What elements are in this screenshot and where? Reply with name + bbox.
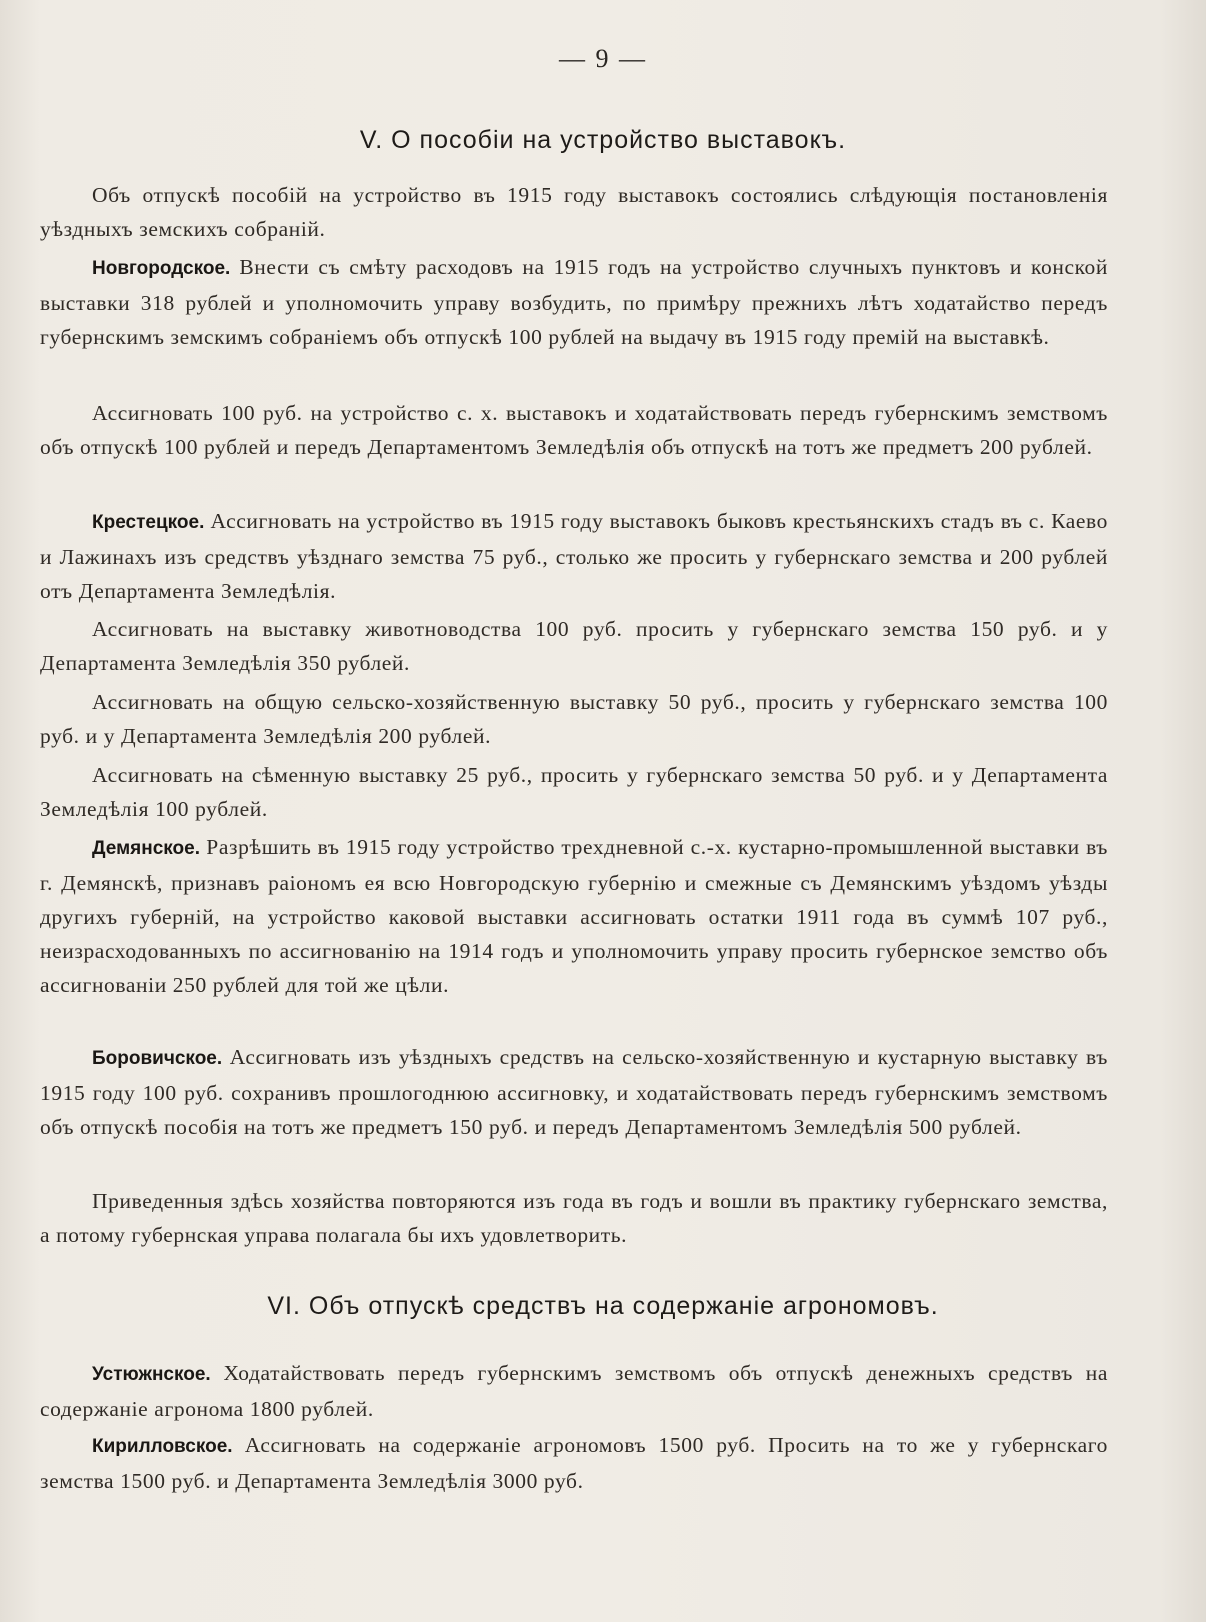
krestets-text: Ассигновать на устройство въ 1915 году выставокъ быковъ крестьянскихъ стадъ въ с. Каево и Лажинахъ изъ средствъ уѣзднаго земства 75 руб., столько же просить у губернскаго земства и 200 рублей отъ Департамента Земледѣлія. <box>40 509 1108 603</box>
novgorod-name: Новгородское. <box>92 258 231 279</box>
assign-100-paragraph: Ассигновать 100 руб. на устройство с. х. выставокъ и ходатайствовать передъ губернскимъ земствомъ объ отпускѣ 100 рублей и передъ Департаментомъ Земледѣлія объ отпускѣ на тотъ же предметъ 200 рублей. <box>40 401 1108 459</box>
demyansk-text: Разрѣшить въ 1915 году устройство трехдневной с.-х. кустарно-промышленной выставки въ г. Демянскѣ, признавъ раіономъ ея всю Новгородскую губернію и смежные съ Демянскимъ уѣздомъ уѣзды другихъ губерній, на устройство каковой выставки ассигновать остатки 1911 года въ суммѣ 107 руб., неизрасходованныхъ по ассигнованію на 1914 годъ и уполномочить управу просить губернское земство объ ассигнованіи 250 рублей для той же цѣли. <box>40 835 1109 997</box>
kirillov-paragraph <box>40 1428 1108 1498</box>
agri-exhibit-paragraph: Ассигновать на общую сельско-хозяйственную выставку 50 руб., просить у губернскаго земства 100 руб. и у Департамента Земледѣлія 200 рублей. <box>40 690 1108 748</box>
livestock-paragraph: Ассигновать на выставку животноводства 100 руб. просить у губернскаго земства 150 руб. и у Департамента Земледѣлія 350 рублей. <box>40 617 1108 675</box>
section-5-intro: Объ отпускѣ пособій на устройство въ 1915 году выставокъ состоялись слѣдующія постановленія уѣздныхъ земскихъ собраній. <box>40 183 1108 241</box>
novgorod-text: Внести съ смѣту расходовъ на 1915 годъ на устройство случныхъ пунктовъ и конской выставки 318 рублей и уполномочить управу возбудить, по примѣру прежнихъ лѣтъ ходатайство передъ губернскимъ земскимъ собраніемъ объ отпускѣ 100 рублей на выдачу въ 1915 году премій на выставкѣ. <box>40 255 1108 349</box>
kirillov-name: Кирилловское. <box>92 1436 233 1457</box>
borovichi-text: Ассигновать изъ уѣздныхъ средствъ на сельско-хозяйственную и кустарную выставку въ 1915 году 100 руб. сохранивъ прошлогоднюю ассигновку, и ходатайствовать передъ губернскимъ земствомъ объ отпускѣ пособія на тотъ же предметъ 150 руб. и передъ Департаментомъ Земледѣлія 500 рублей. <box>40 1045 1108 1139</box>
krestets-name: Крестецкое. <box>92 512 205 533</box>
conclusion-paragraph: Приведенныя здѣсь хозяйства повторяются изъ года въ годъ и вошли въ практику губернскаго земства, а потому губернская управа полагала бы ихъ удовлетворить. <box>40 1189 1108 1247</box>
borovichi-name: Боровичское. <box>92 1048 223 1069</box>
ustyuzhna-text: Ходатайствовать передъ губернскимъ земствомъ объ отпускѣ денежныхъ средствъ на содержаніе агронома 1800 рублей. <box>40 1361 1108 1421</box>
kirillov-text: Ассигновать на содержаніе агрономовъ 1500 руб. Просить на то же у губернскаго земства 1500 руб. и Департамента Земледѣлія 3000 руб. <box>40 1433 1108 1493</box>
novgorod-paragraph <box>40 250 1108 354</box>
demyansk-paragraph <box>40 830 1108 1002</box>
seed-exhibit-paragraph: Ассигновать на сѣменную выставку 25 руб., просить у губернскаго земства 50 руб. и у Департамента Земледѣлія 100 рублей. <box>40 763 1108 821</box>
krestets-paragraph <box>40 504 1108 608</box>
borovichi-paragraph <box>40 1040 1108 1144</box>
ustyuzhna-paragraph <box>40 1356 1108 1426</box>
section-5-title: V. О пособіи на устройство выставокъ. <box>359 126 847 154</box>
demyansk-name: Демянское. <box>92 838 200 859</box>
ustyuzhna-name: Устюжнское. <box>92 1364 211 1385</box>
page-number: — 9 — <box>559 44 647 73</box>
section-6-title: VI. Объ отпускѣ средствъ на содержаніе агрономовъ. <box>267 1292 939 1320</box>
